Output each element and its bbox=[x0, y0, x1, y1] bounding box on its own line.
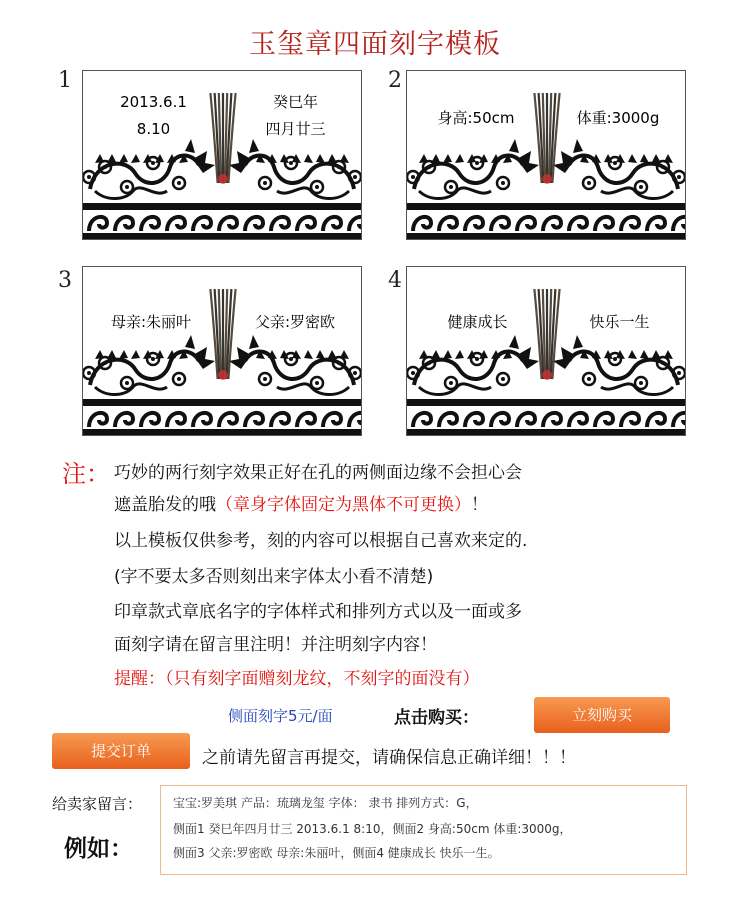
note-line-5: 印章款式章底名字的字体样式和排列方式以及一面或多 bbox=[114, 602, 522, 622]
template-panel-1 bbox=[82, 70, 362, 240]
note-label: 注： bbox=[62, 460, 110, 488]
note-line-3: 以上模板仅供参考，刻的内容可以根据自己喜欢来定的. bbox=[114, 531, 528, 551]
panel-right-text: 体重:3000g bbox=[576, 109, 660, 127]
panel-right-text: 父亲:罗密欧 bbox=[254, 313, 336, 331]
message-textarea[interactable] bbox=[160, 785, 687, 875]
note-line-6: 面刻字请在留言里注明！并注明刻字内容！ bbox=[114, 635, 437, 655]
click-buy-label: 点击购买： bbox=[394, 708, 479, 728]
dragon-ornament-icon bbox=[407, 267, 686, 436]
template-panel-2 bbox=[406, 70, 686, 240]
message-line-1: 宝宝:罗美琪 产品：琉璃龙玺 字体： 隶书 排列方式：G， bbox=[173, 796, 478, 810]
panel-number: 3 bbox=[58, 268, 72, 293]
note-line-4: (字不要太多否则刻出来字体太小看不清楚) bbox=[114, 567, 434, 587]
side-engraving-price: 侧面刻字5元/面 bbox=[228, 707, 333, 725]
submit-instruction: 之前请先留言再提交，请确保信息正确详细！！！ bbox=[202, 748, 576, 768]
message-line-2: 侧面1 癸巳年四月廿三 2013.6.1 8:10，侧面2 身高:50cm 体重:3000g， bbox=[173, 822, 572, 836]
note-text: 遮盖胎发的哦 bbox=[114, 495, 216, 515]
template-panel-4 bbox=[406, 266, 686, 436]
dragon-ornament-icon bbox=[83, 267, 362, 436]
buy-now-button[interactable]: 立刻购买 bbox=[534, 697, 670, 733]
panel-left-text: 身高:50cm bbox=[437, 109, 515, 127]
reminder-note: 提醒：（只有刻字面赠刻龙纹，不刻字的面没有） bbox=[114, 669, 480, 689]
submit-order-button[interactable]: 提交订单 bbox=[52, 733, 190, 769]
panel-number: 4 bbox=[388, 268, 402, 293]
panel-left-text: 2013.6.1 8.10 bbox=[120, 93, 187, 138]
panel-number: 2 bbox=[388, 68, 402, 93]
message-label: 给卖家留言： bbox=[52, 795, 143, 813]
note-line-2 bbox=[114, 490, 488, 515]
message-line-3: 侧面3 父亲:罗密欧 母亲:朱丽叶，侧面4 健康成长 快乐一生。 bbox=[173, 846, 500, 860]
dragon-ornament-icon bbox=[407, 71, 686, 240]
panel-right-text: 快乐一生 bbox=[589, 313, 650, 331]
template-panel-3 bbox=[82, 266, 362, 436]
panel-number: 1 bbox=[58, 68, 72, 93]
panel-right-text: 癸巳年 四月廿三 bbox=[265, 93, 326, 138]
font-fixed-note: （章身字体固定为黑体不可更换） bbox=[216, 495, 471, 515]
note-line-1: 巧妙的两行刻字效果正好在孔的两侧面边缘不会担心会 bbox=[114, 463, 522, 483]
example-label: 例如： bbox=[64, 836, 133, 862]
note-text: ！ bbox=[471, 495, 488, 515]
page-title: 玉玺章四面刻字模板 bbox=[249, 29, 501, 60]
panel-left-text: 母亲:朱丽叶 bbox=[110, 313, 192, 331]
panel-left-text: 健康成长 bbox=[447, 313, 508, 331]
